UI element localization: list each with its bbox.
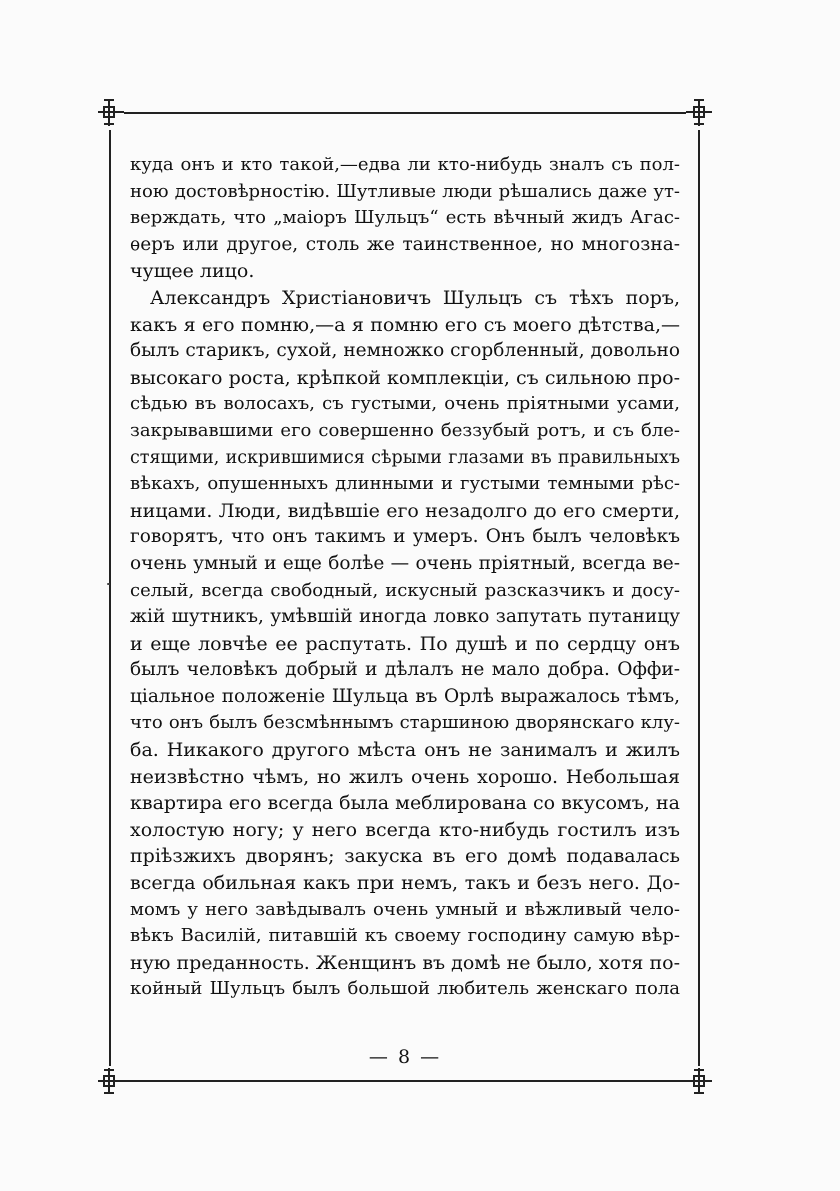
paragraph (130, 152, 680, 285)
text-line: закрывавшими его совершенно беззубый ротъ, и съ бле- (130, 419, 680, 441)
text-line: высокаго роста, крѣпкой комплекціи, съ сильною про- (130, 366, 680, 389)
text-line: ною достовѣрностію. Шутливые люди рѣшались даже ут- (130, 180, 680, 202)
corner-ornament-bottom-left-icon (96, 1066, 126, 1096)
print-speck (107, 583, 110, 585)
text-line: всегда обильная какъ при немъ, такъ и безъ него. До- (130, 872, 680, 895)
text-line: холостую ногу; у него всегда кто-нибудь гостилъ изъ (130, 818, 680, 841)
text-line: Александръ Христіановичъ Шульцъ съ тѣхъ поръ, (150, 286, 680, 309)
text-line: куда онъ и кто такой,—едва ли кто-нибудь зналъ съ пол- (130, 154, 680, 175)
text-line: неизвѣстно чѣмъ, но жилъ очень хорошо. Небольшая (130, 765, 680, 788)
text-line: сѣдью въ волосахъ, съ густыми, очень пріятными усами, (130, 393, 680, 415)
text-line: ціальное положеніе Шульца въ Орлѣ выражалось тѣмъ, (130, 685, 680, 707)
text-line: вѣкахъ, опушенныхъ длинными и густыми темными рѣс- (130, 473, 680, 495)
corner-ornament-top-right-icon (684, 98, 714, 128)
text-line: жій шутникъ, умѣвшій иногда ловко запутать путаницу (130, 606, 680, 628)
page-number: — 8 — (368, 1046, 442, 1068)
text-line: квартира его всегда была меблирована со вкусомъ, на (130, 792, 680, 815)
frame-top-border (124, 112, 686, 114)
text-line: что онъ былъ безсмѣннымъ старшиною дворянскаго клу- (130, 712, 680, 734)
body-text (130, 152, 680, 1003)
frame-left-border (109, 130, 111, 1066)
text-line: какъ я его помню,—а я помню его съ моего дѣтства,— (130, 313, 680, 336)
paragraph (130, 285, 680, 1003)
text-line: ѳеръ или другое, столь же таинственное, но многозна- (130, 233, 680, 255)
text-line: говорятъ, что онъ такимъ и умеръ. Онъ былъ человѣкъ (130, 526, 680, 548)
frame-bottom-border (124, 1080, 686, 1082)
text-line: очень умный и еще болѣе — очень пріятный, всегда ве- (130, 552, 680, 574)
text-line: момъ у него завѣдывалъ очень умный и вѣжливый чело- (130, 898, 680, 920)
text-line: вѣкъ Василій, питавшій къ своему господину самую вѣр- (130, 925, 680, 947)
frame-right-border (698, 130, 700, 1066)
text-line: ную преданность. Женщинъ въ домѣ не было, хотя по- (130, 951, 680, 974)
text-line: ницами. Люди, видѣвшіе его незадолго до его смерти, (130, 499, 680, 522)
corner-ornament-top-left-icon (96, 98, 126, 128)
text-line: селый, всегда свободный, искусный разсказчикъ и досу- (130, 579, 680, 601)
text-line: и еще ловчѣе ее распутать. По душѣ и по сердцу онъ (130, 632, 680, 655)
text-line: стящими, искрившимися сѣрыми глазами въ правильныхъ (130, 447, 680, 468)
text-line: чущее лицо. (130, 260, 255, 283)
text-line: койный Шульцъ былъ большой любитель женскаго пола (130, 978, 680, 1000)
text-line: былъ человѣкъ добрый и дѣлалъ не мало добра. Оффи- (130, 659, 680, 681)
text-line: былъ старикъ, сухой, немножко сгорбленный, довольно (130, 340, 680, 362)
text-line: ба. Никакого другого мѣста онъ не занималъ и жилъ (130, 739, 680, 762)
text-line: верждать, что „маіоръ Шульцъ“ есть вѣчный жидъ Агас- (130, 207, 680, 229)
corner-ornament-bottom-right-icon (684, 1066, 714, 1096)
text-line: пріѣзжихъ дворянъ; закуска въ его домѣ подавалась (130, 845, 680, 868)
